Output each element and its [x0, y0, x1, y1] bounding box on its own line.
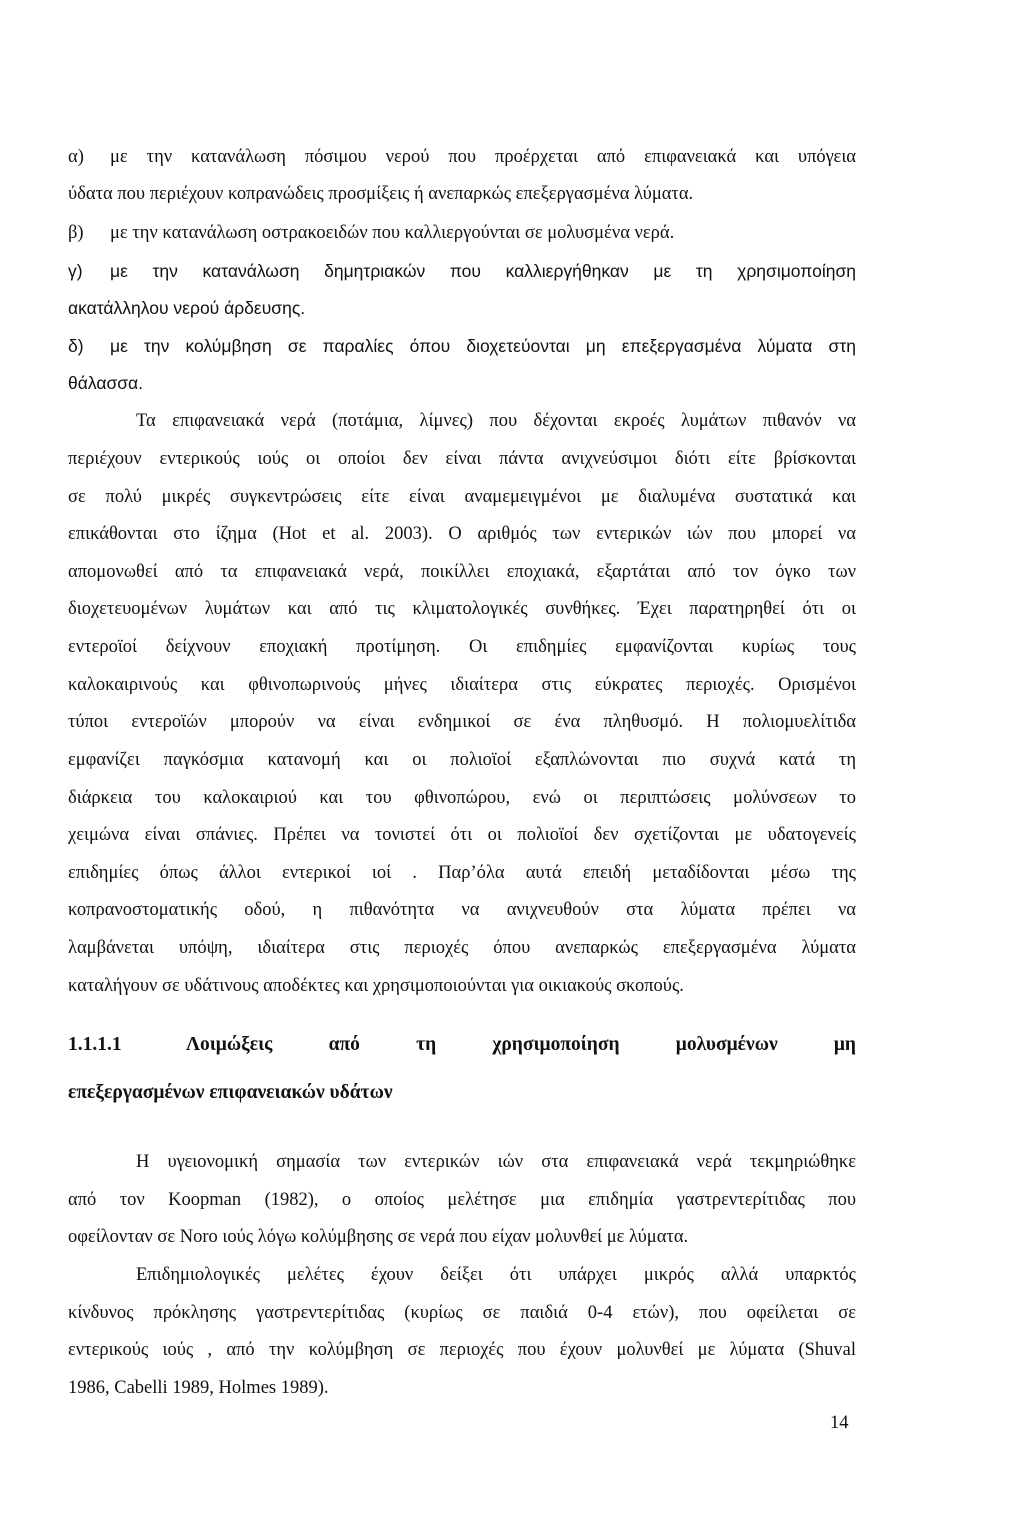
section-title-line2: επεξεργασμένων επιφανειακών υδάτων [68, 1082, 393, 1103]
paragraph-line: τύποι εντεροϊών μπορούν να είναι ενδημικοί σε ένα πληθυσμό. Η πολιομυελίτιδα [68, 712, 856, 732]
list-label: δ) [68, 336, 84, 356]
paragraph-line: εμφανίζει παγκόσμια κατανομή και οι πολιοϊοί εξαπλώνονται πιο συχνά κατά τη [68, 750, 856, 770]
list-item-a-line2: ύδατα που περιέχουν κοπρανώδεις προσμίξεις ή ανεπαρκώς επεξεργασμένα λύματα. [68, 184, 694, 204]
paragraph-line: 1986, Cabelli 1989, Holmes 1989). [68, 1378, 329, 1398]
paragraph-line: κίνδυνος πρόκλησης γαστρεντερίτιδας (κυρίως σε παιδιά 0-4 ετών), που οφείλεται σε [68, 1303, 856, 1323]
paragraph-line: περιέχουν εντερικούς ιούς οι οποίοι δεν είναι πάντα ανιχνεύσιμοι διότι είτε βρίσκονται [68, 449, 856, 469]
paragraph-line: καταλήγουν σε υδάτινους αποδέκτες και χρησιμοποιούνται για οικιακούς σκοπούς. [68, 976, 684, 996]
paragraph-line: καλοκαιρινούς και φθινοπωρινούς μήνες ιδιαίτερα στις εύκρατες περιοχές. Ορισμένοι [68, 675, 856, 695]
paragraph-line: Επιδημιολογικές μελέτες έχουν δείξει ότι υπάρχει μικρός αλλά υπαρκτός [136, 1265, 856, 1285]
section-heading-line1 [68, 1032, 856, 1058]
list-item-c-line1: γ) με την κατανάλωση δημητριακών που καλλιεργήθηκαν με τη χρησιμοποίηση [68, 261, 856, 281]
paragraph-line: διοχετευομένων λυμάτων και από τις κλιματολογικές συνθήκες. Έχει παρατηρηθεί ότι οι [68, 599, 856, 619]
section-number: 1.1.1.1 [68, 1034, 122, 1055]
page-number: 14 [830, 1413, 849, 1433]
paragraph-line: απομονωθεί από τα επιφανειακά νερά, ποικίλλει εποχιακά, εξαρτάται από τον όγκο των [68, 562, 856, 582]
paragraph-line: από τον Koopman (1982), ο οποίος μελέτησε μια επιδημία γαστρεντερίτιδας που [68, 1190, 856, 1210]
paragraph-line: Τα επιφανειακά νερά (ποτάμια, λίμνες) που δέχονται εκροές λυμάτων πιθανόν να [136, 411, 856, 431]
paragraph-line: κοπρανοστοματικής οδού, η πιθανότητα να ανιχνευθούν στα λύματα πρέπει να [68, 900, 856, 920]
list-label: γ) [68, 261, 83, 281]
paragraph-line: επιδημίες όπως άλλοι εντερικοί ιοί . Παρ’όλα αυτά επειδή μεταδίδονται μέσω της [68, 863, 856, 883]
list-item-a-line1: α) με την κατανάλωση πόσιμου νερού που προέρχεται από επιφανειακά και υπόγεια [68, 147, 856, 167]
document-page [68, 0, 856, 1523]
paragraph-line: οφείλονταν σε Noro ιούς λόγω κολύμβησης σε νερά που είχαν μολυνθεί με λύματα. [68, 1227, 689, 1247]
paragraph-line: σε πολύ μικρές συγκεντρώσεις είτε είναι αναμεμειγμένοι με διαλυμένα συστατικά και [68, 487, 856, 507]
section-title-line1: Λοιμώξεις από τη χρησιμοποίηση μολυσμένων μη [186, 1034, 856, 1055]
list-item-c-line2: ακατάλληλου νερού άρδευσης. [68, 298, 306, 318]
paragraph-line: διάρκεια του καλοκαιριού και του φθινοπώρου, ενώ οι περιπτώσεις μολύνσεων το [68, 788, 856, 808]
paragraph-line: χειμώνα είναι σπάνιες. Πρέπει να τονιστεί ότι οι πολιοϊοί δεν σχετίζονται με υδατογενείς [68, 825, 856, 845]
paragraph-line: εντεροϊοί δείχνουν εποχιακή προτίμηση. Οι επιδημίες εμφανίζονται κυρίως τους [68, 637, 856, 657]
list-label: β) [68, 223, 84, 243]
paragraph-line: Η υγειονομική σημασία των εντερικών ιών στα επιφανειακά νερά τεκμηριώθηκε [136, 1152, 856, 1172]
list-label: α) [68, 147, 84, 167]
list-item-d-line1: δ) με την κολύμβηση σε παραλίες όπου διοχετεύονται μη επεξεργασμένα λύματα στη [68, 336, 856, 356]
list-item-b-line1: β) με την κατανάλωση οστρακοειδών που καλλιεργούνται σε μολυσμένα νερά. [68, 223, 675, 243]
list-item-d-line2: θάλασσα. [68, 373, 144, 393]
paragraph-line: επικάθονται στο ίζημα (Hot et al. 2003). Ο αριθμός των εντερικών ιών που μπορεί να [68, 524, 856, 544]
paragraph-line: εντερικούς ιούς , από την κολύμβηση σε περιοχές που έχουν μολυνθεί με λύματα (Shuval [68, 1340, 856, 1360]
paragraph-line: λαμβάνεται υπόψη, ιδιαίτερα στις περιοχές όπου ανεπαρκώς επεξεργασμένα λύματα [68, 938, 856, 958]
